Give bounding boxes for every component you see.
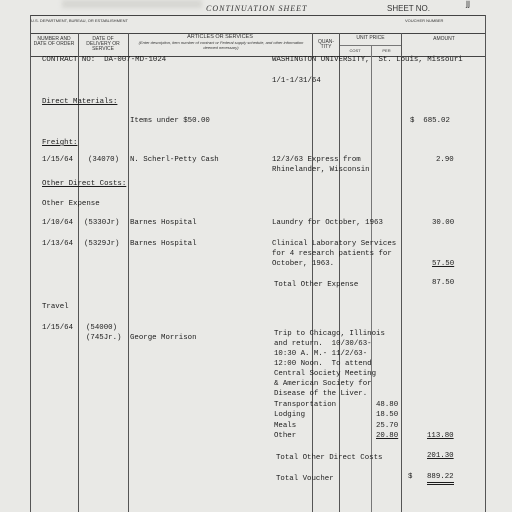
rule-right <box>485 15 486 512</box>
meals-amount: 25.70 <box>376 422 399 430</box>
freight-desc-1: 12/3/63 Express from <box>272 156 361 164</box>
barnes2-desc-1: Clinical Laboratory Services <box>272 240 397 248</box>
total-other-expense-label: Total Other Expense <box>274 281 359 289</box>
meals-label: Meals <box>274 422 297 430</box>
col-articles-title: ARTICLES OR SERVICES <box>187 34 253 40</box>
col-per: PER <box>382 48 391 53</box>
freight-desc-2: Rhinelander, Wisconsin <box>272 166 370 174</box>
voucher-number-label: VOUCHER NUMBER <box>405 18 444 23</box>
col-date-delivery: DATE OF DELIVERY OR SERVICE <box>86 36 120 52</box>
barnes2-desc-2: for 4 research patients for <box>272 250 392 258</box>
sheet-no-label: SHEET NO. <box>387 4 430 13</box>
travel-date: 1/15/64 <box>42 324 74 332</box>
col-quantity: QUAN-TITY <box>317 39 335 50</box>
period: 1/1-1/31/64 <box>272 77 321 85</box>
sheet-top-mark: jj <box>466 0 470 8</box>
barnes1-amount: 30.00 <box>432 219 455 227</box>
total-other-direct: 201.30 <box>427 452 454 460</box>
rule-cost <box>371 45 372 512</box>
trip-line-3: 10:30 A. M.- 11/2/63- <box>274 350 368 358</box>
rule-articles <box>312 33 313 512</box>
other-expense-heading: Other Expense <box>42 200 100 208</box>
rule-delivery <box>128 33 129 512</box>
direct-materials-heading: Direct Materials: <box>42 98 118 106</box>
freight-amount: 2.90 <box>436 156 454 164</box>
total-other-direct-label: Total Other Direct Costs <box>276 454 383 462</box>
department-label: U.S. DEPARTMENT, BUREAU, OR ESTABLISHMENT <box>31 18 128 23</box>
other-label: Other <box>274 432 297 440</box>
barnes1-date: 1/10/64 <box>42 219 74 227</box>
col-amount: AMOUNT <box>433 36 455 42</box>
trip-line-4: 12:00 Noon. To attend <box>274 360 372 368</box>
total-voucher-dollar: $ <box>408 473 413 481</box>
freight-date: 1/15/64 <box>42 156 74 164</box>
travel-payee: George Morrison <box>130 334 197 342</box>
travel-heading: Travel <box>42 303 69 311</box>
barnes2-number: (5329Jr) <box>84 240 120 248</box>
transportation-label: Transportation <box>274 401 337 409</box>
travel-total: 113.80 <box>427 432 454 440</box>
trip-line-2: and return. 10/30/63- <box>274 340 372 348</box>
col-cost: COST <box>349 48 361 53</box>
barnes2-date: 1/13/64 <box>42 240 74 248</box>
other-amount: 20.80 <box>376 432 399 440</box>
barnes1-number: (5330Jr) <box>84 219 120 227</box>
freight-heading: Freight: <box>42 139 78 147</box>
other-direct-heading: Other Direct Costs: <box>42 180 127 188</box>
rule-per <box>401 33 402 512</box>
header-column-rule <box>30 33 485 34</box>
lodging-amount: 18.50 <box>376 411 399 419</box>
total-voucher-label: Total Voucher <box>276 475 334 483</box>
transportation-amount: 48.80 <box>376 401 399 409</box>
trip-line-7: Disease of the Liver. <box>274 390 368 398</box>
header-top-rule <box>30 15 485 16</box>
rule-left <box>30 15 31 512</box>
form-title: CONTINUATION SHEET <box>206 4 308 13</box>
contract-number: CONTRACT NO: DA-007-MD-1024 <box>42 56 167 64</box>
redacted-header-strip <box>62 0 202 8</box>
total-other-expense: 87.50 <box>432 279 455 287</box>
travel-number-2: (745Jr.) <box>86 334 122 342</box>
barnes2-amount: 57.50 <box>432 260 455 268</box>
items-amount: $ 685.02 <box>410 117 450 125</box>
trip-line-5: Central Society Meeting <box>274 370 377 378</box>
trip-line-6: & American Society for <box>274 380 372 388</box>
col-unit-price: UNIT PRICE <box>356 35 385 41</box>
barnes2-payee: Barnes Hospital <box>130 240 197 248</box>
items-under: Items under $50.00 <box>130 117 210 125</box>
col-articles-sub: (Enter description, item number of contract or Federal supply schedule, and other information deemed necessary) <box>138 40 304 50</box>
barnes2-desc-3: October, 1963. <box>272 260 335 268</box>
barnes1-desc: Laundry for October, 1963 <box>272 219 383 227</box>
freight-number: (34070) <box>88 156 120 164</box>
trip-line-1: Trip to Chicago, Illinois <box>274 330 385 338</box>
total-voucher: 889.22 <box>427 473 454 485</box>
rule-quantity <box>339 33 340 512</box>
freight-payee: N. Scherl-Petty Cash <box>130 156 219 164</box>
university: WASHINGTON UNIVERSITY, St. Louis, Missouri <box>272 56 463 64</box>
barnes1-payee: Barnes Hospital <box>130 219 197 227</box>
lodging-label: Lodging <box>274 411 306 419</box>
col-number-date: NUMBER AND DATE OF ORDER <box>33 36 75 47</box>
travel-number-1: (54000) <box>86 324 118 332</box>
